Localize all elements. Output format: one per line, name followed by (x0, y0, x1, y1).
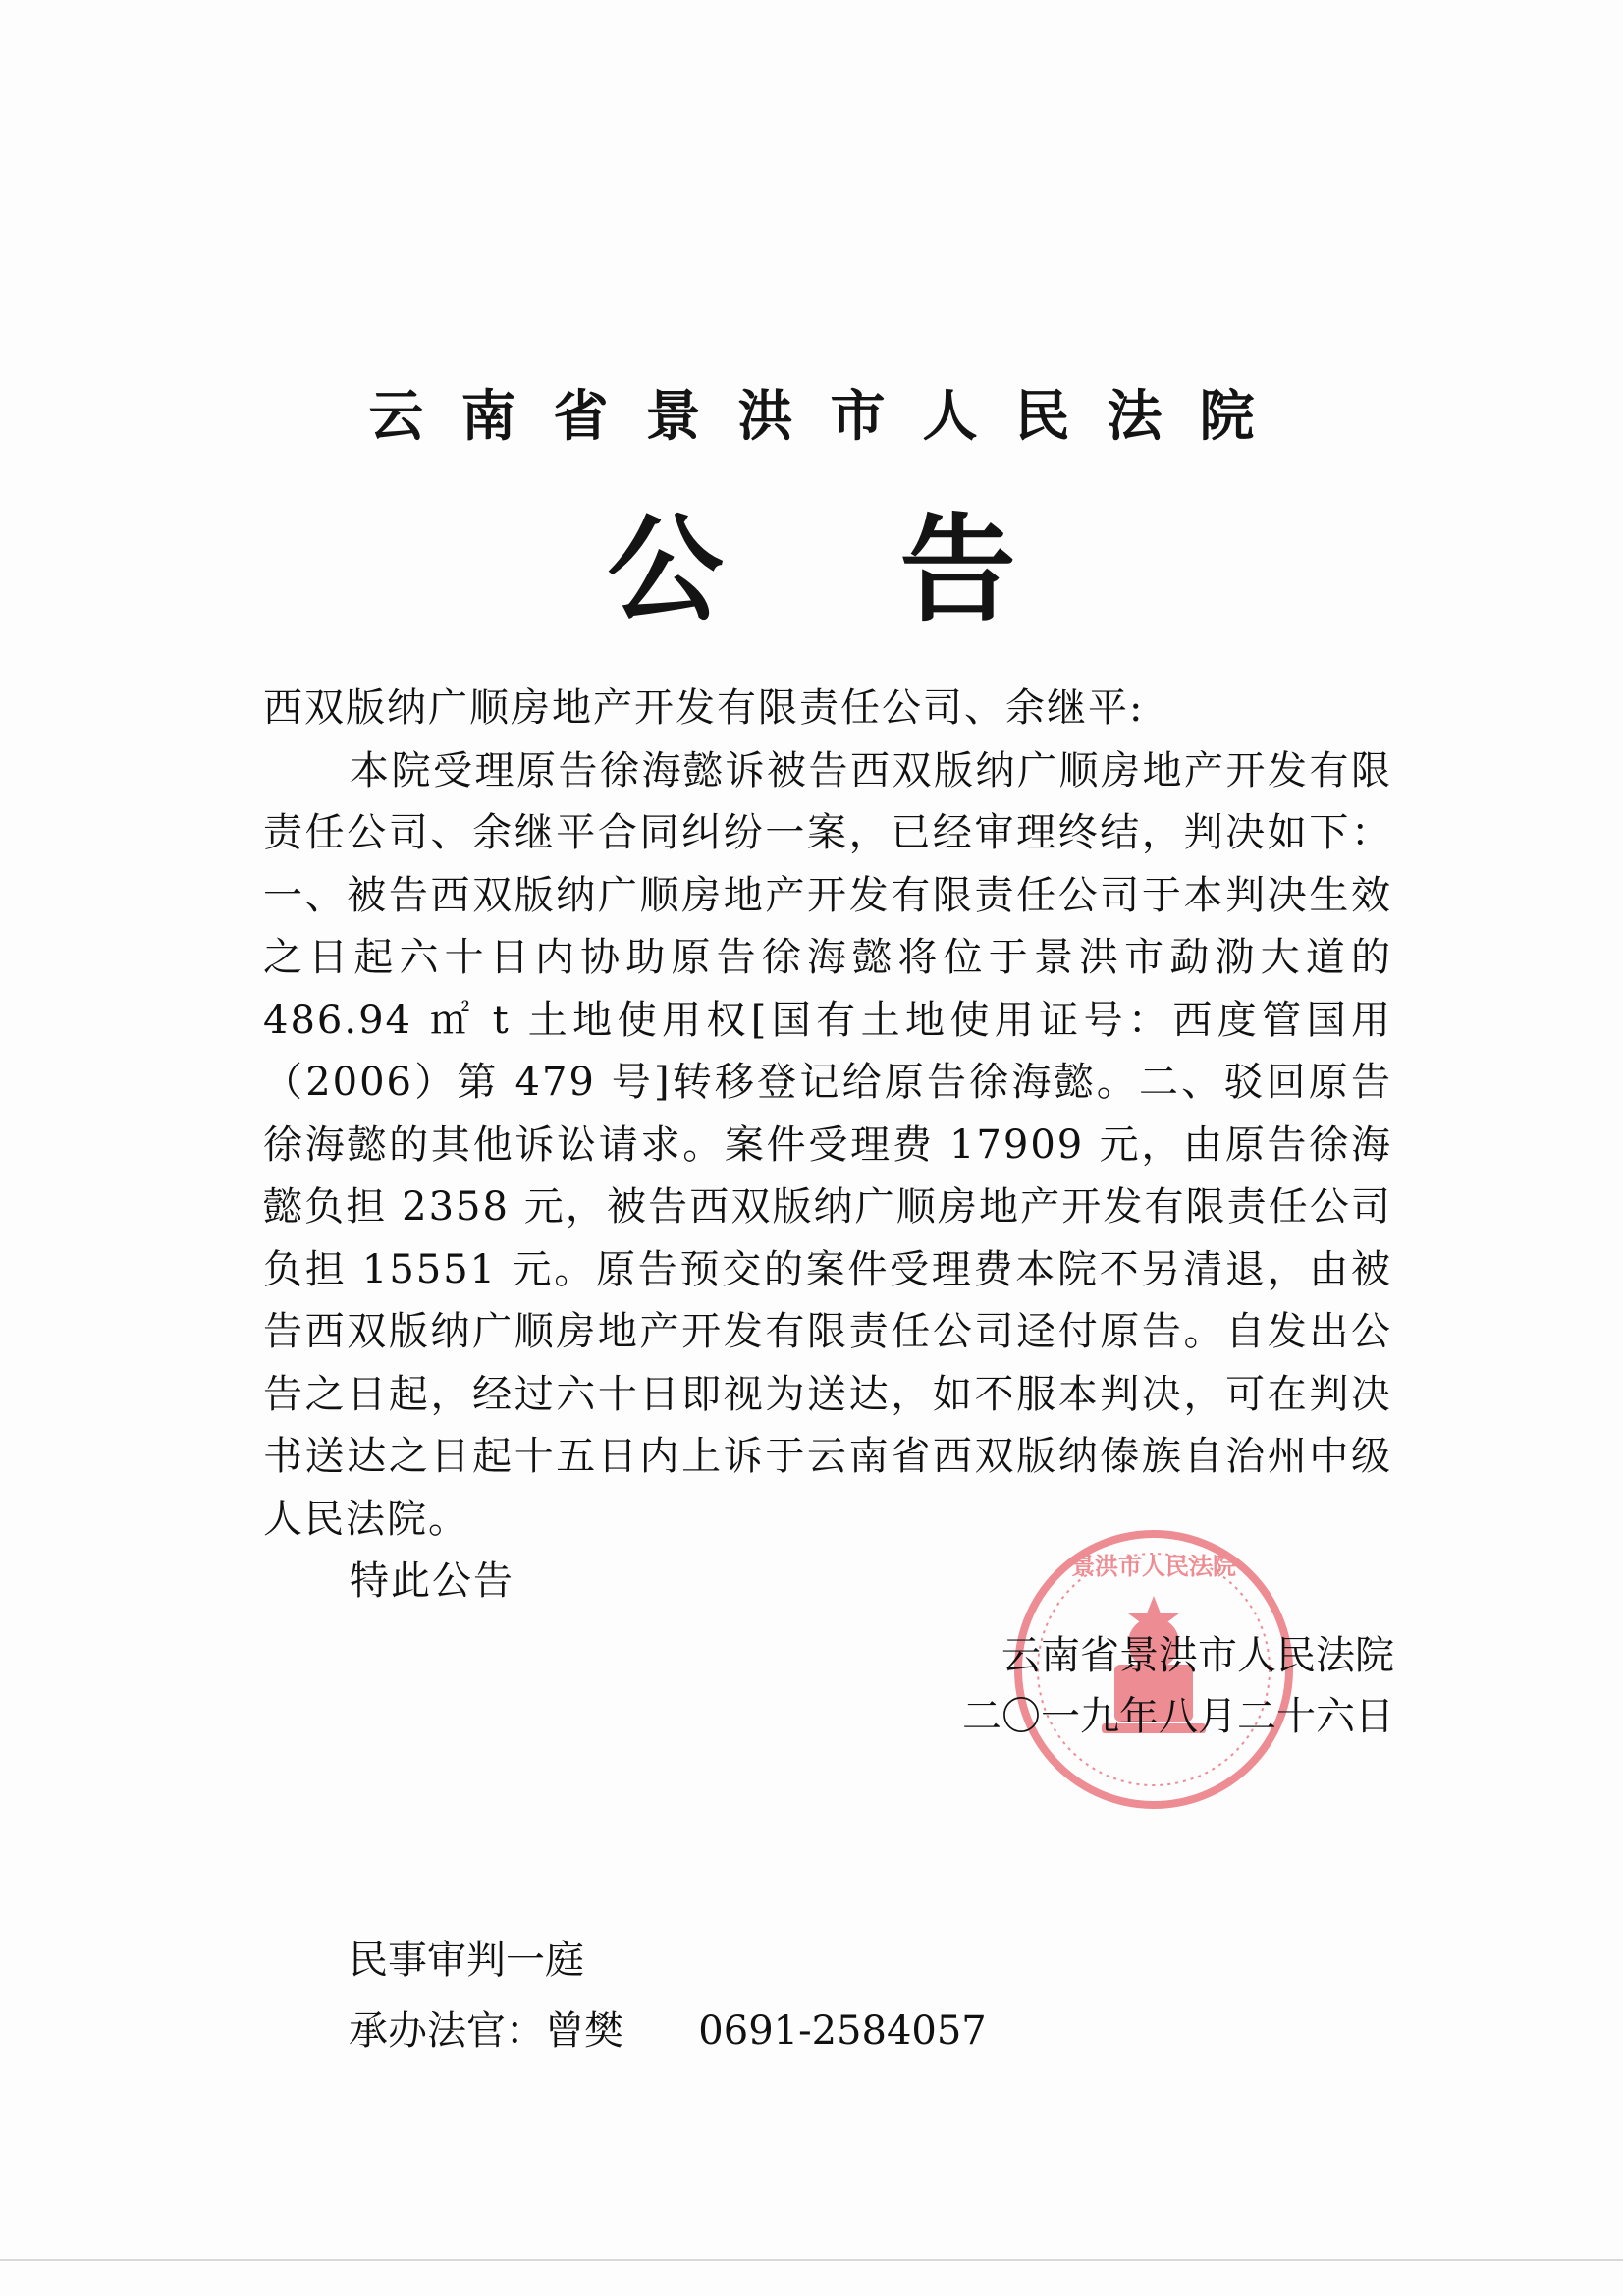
division-name: 民事审判一庭 (349, 1938, 584, 1983)
addressee-line: 西双版纳广顺房地产开发有限责任公司、余继平: (263, 685, 1145, 731)
seal-text: 景洪市人民法院 (1071, 1553, 1236, 1580)
contact-phone: 0691-2584057 (698, 2008, 987, 2053)
judge-line (349, 1995, 987, 2066)
notice-body (263, 678, 1392, 1613)
notice-title: 公告 (607, 502, 1193, 637)
court-name-heading: 云南省景洪市人民法院 (368, 385, 1292, 449)
signature-block (884, 1625, 1394, 1747)
signature-court: 云南省景洪市人民法院 (1001, 1633, 1394, 1678)
closing-line: 特此公告 (350, 1558, 514, 1604)
judge-label: 承办法官： (349, 2008, 545, 2053)
footer-block (349, 1925, 987, 2066)
judge-name: 曾樊 (545, 2008, 623, 2053)
judgment-paragraph: 本院受理原告徐海懿诉被告西双版纳广顺房地产开发有限责任公司、余继平合同纠纷一案，已经审理终结，判决如下：一、被告西双版纳广顺房地产开发有限责任公司于本判决生效之日起六十日内协助原告徐海懿将位于景洪市勐泐大道的 486.94 ㎡ t 土地使用权[国有土地使用证号：西度管国用（2006）第 479 号]转移登记给原告徐海懿。二、驳回原告徐海懿的其他诉讼请求。案件受理费 17909 元，由原告徐海懿负担 2358 元，被告西双版纳广顺房地产开发有限责任公司负担 15551 元。原告预交的案件受理费本院不另清退，由被告西双版纳广顺房地产开发有限责任公司迳付原告。自发出公告之日起，经过六十日即视为送达，如不服本判决，可在判决书送达之日起十五日内上诉于云南省西双版纳傣族自治州中级人民法院。 (263, 747, 1392, 1542)
signature-date: 二〇一九年八月二十六日 (962, 1694, 1394, 1739)
scan-edge-line (0, 2259, 1623, 2261)
